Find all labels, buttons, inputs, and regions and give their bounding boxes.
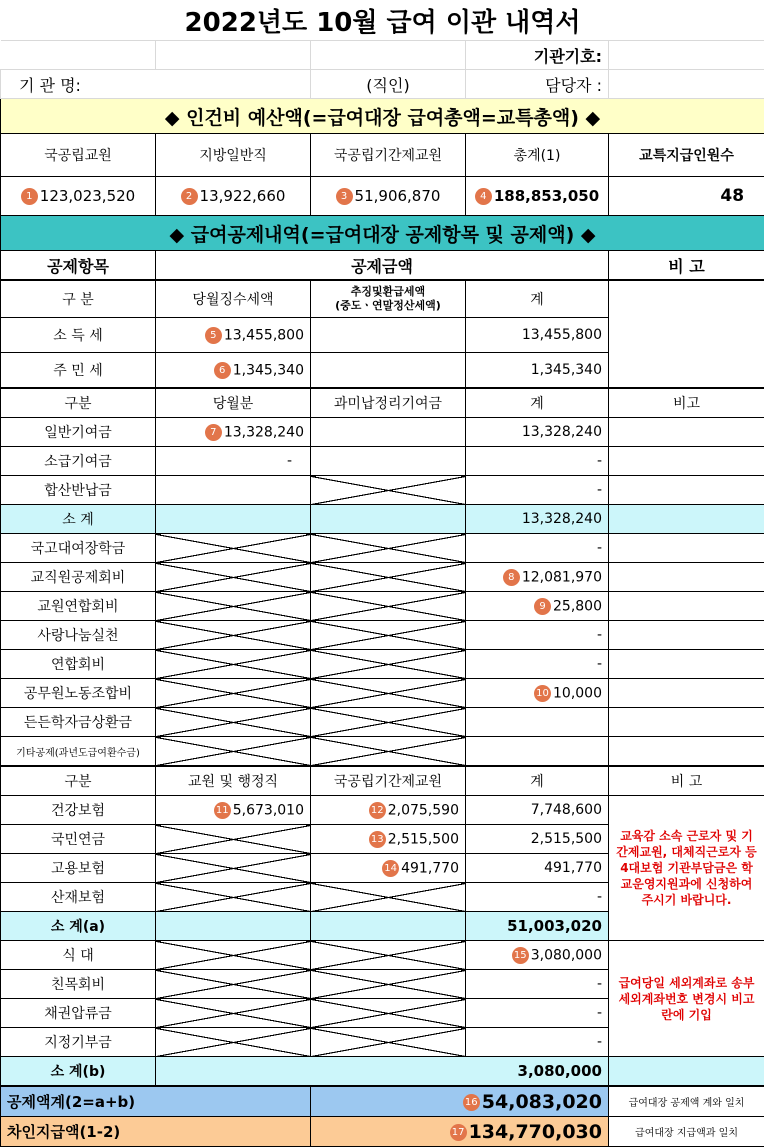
deduction-item-header: 공제항목 <box>1 251 156 281</box>
institution-code-field[interactable] <box>609 41 764 70</box>
tax-row-adjust <box>311 353 466 389</box>
misc-row-sum: - <box>466 970 609 999</box>
insurance-row-contract: 14 491,770 <box>311 854 466 883</box>
etc-row-sum: - <box>466 650 609 679</box>
misc-row-sum: - <box>466 1028 609 1057</box>
etc-row-note[interactable] <box>609 708 764 737</box>
etc-row-name: 든든학자금상환금 <box>1 708 156 737</box>
insurance-note: 교육감 소속 근로자 및 기간제교원, 대체직근로자 등 4대보험 기관부담금은 학교운영지원과에 신청하여 주시기 바랍니다. <box>609 796 764 941</box>
deduction-banner: ◆ 급여공제내역(=급여대장 공제항목 및 공제액) ◆ <box>1 216 764 251</box>
marker-badge: 11 <box>214 802 231 819</box>
marker-badge: 10 <box>534 685 551 702</box>
pension-header-sum: 계 <box>466 388 609 418</box>
marker-badge: 12 <box>369 802 386 819</box>
misc-row-name: 지정기부금 <box>1 1028 156 1057</box>
pension-row-over <box>311 418 466 447</box>
insurance-subtotal-value: 51,003,020 <box>466 912 609 941</box>
crossed-cell <box>156 883 311 912</box>
etc-row-name: 기타공제(과년도급여환수금) <box>1 737 156 767</box>
crossed-cell <box>311 563 466 592</box>
tax-header-sum: 계 <box>466 280 609 318</box>
misc-subtotal-label: 소 계(b) <box>1 1057 156 1087</box>
crossed-cell <box>156 1028 311 1057</box>
pension-row-name: 소급기여금 <box>1 447 156 476</box>
budget-header-local: 지방일반직 <box>156 134 311 177</box>
insurance-row-name: 국민연금 <box>1 825 156 854</box>
marker-badge: 1 <box>21 188 38 205</box>
pension-row-month <box>156 476 311 505</box>
crossed-cell <box>156 854 311 883</box>
misc-row-name: 식 대 <box>1 941 156 970</box>
pension-subtotal-value: 13,328,240 <box>466 505 609 534</box>
etc-row-note[interactable] <box>609 621 764 650</box>
misc-row-name: 채권압류금 <box>1 999 156 1028</box>
insurance-row-sum: 2,515,500 <box>466 825 609 854</box>
pension-header-div: 구분 <box>1 388 156 418</box>
tax-row-sum: 13,455,800 <box>466 318 609 353</box>
pension-header-over: 과미납정리기여금 <box>311 388 466 418</box>
budget-header-headcount: 교특지급인원수 <box>609 134 764 177</box>
crossed-cell <box>156 737 311 767</box>
crossed-cell <box>156 999 311 1028</box>
deduction-amount-header: 공제금액 <box>156 251 609 281</box>
crossed-cell <box>311 737 466 767</box>
insurance-row-sum: 491,770 <box>466 854 609 883</box>
etc-row-note[interactable] <box>609 737 764 767</box>
etc-row-sum: - <box>466 621 609 650</box>
crossed-cell <box>311 941 466 970</box>
marker-badge: 3 <box>336 188 353 205</box>
marker-badge: 16 <box>463 1094 480 1111</box>
budget-value-total: 4 188,853,050 <box>466 177 609 216</box>
budget-banner: ◆ 인건비 예산액(=급여대장 급여총액=교특총액) ◆ <box>1 99 764 134</box>
crossed-cell <box>311 708 466 737</box>
pension-header-month: 당월분 <box>156 388 311 418</box>
crossed-cell <box>311 476 466 505</box>
insurance-row-sum: 7,748,600 <box>466 796 609 825</box>
marker-badge: 5 <box>205 327 222 344</box>
marker-badge: 6 <box>214 362 231 379</box>
manager-label: 담당자 : <box>466 70 609 99</box>
pension-header-note: 비고 <box>609 388 764 418</box>
etc-row-sum: 10 10,000 <box>466 679 609 708</box>
crossed-cell <box>311 1028 466 1057</box>
crossed-cell <box>156 534 311 563</box>
etc-row-name: 국고대여장학금 <box>1 534 156 563</box>
insurance-row-contract: 13 2,515,500 <box>311 825 466 854</box>
etc-row-sum <box>466 708 609 737</box>
crossed-cell <box>311 650 466 679</box>
net-pay-value: 17 134,770,030 <box>311 1117 609 1147</box>
deduct-total-note: 급여대장 공제액 계와 일치 <box>609 1086 764 1117</box>
deduct-total-label: 공제액계(2=a+b) <box>1 1086 311 1117</box>
crossed-cell <box>311 999 466 1028</box>
crossed-cell <box>156 970 311 999</box>
marker-badge: 8 <box>503 569 520 586</box>
crossed-cell <box>156 650 311 679</box>
pension-row-sum: - <box>466 476 609 505</box>
insurance-header-div: 구분 <box>1 766 156 796</box>
tax-header-div: 구 분 <box>1 280 156 318</box>
crossed-cell <box>156 941 311 970</box>
etc-row-name: 교직원공제회비 <box>1 563 156 592</box>
crossed-cell <box>311 534 466 563</box>
etc-row-sum: 8 12,081,970 <box>466 563 609 592</box>
crossed-cell <box>311 883 466 912</box>
pension-row-over <box>311 447 466 476</box>
net-pay-note: 급여대장 지급액과 일치 <box>609 1117 764 1147</box>
tax-row-month: 6 1,345,340 <box>156 353 311 389</box>
marker-badge: 4 <box>475 188 492 205</box>
insurance-header-note: 비 고 <box>609 766 764 796</box>
marker-badge: 17 <box>450 1124 467 1141</box>
marker-badge: 9 <box>534 598 551 615</box>
budget-header-contract: 국공립기간제교원 <box>311 134 466 177</box>
budget-value-local: 2 13,922,660 <box>156 177 311 216</box>
insurance-row-contract: 12 2,075,590 <box>311 796 466 825</box>
crossed-cell <box>156 708 311 737</box>
crossed-cell <box>311 970 466 999</box>
insurance-header-sum: 계 <box>466 766 609 796</box>
marker-badge: 14 <box>382 860 399 877</box>
tax-header-month: 당월징수세액 <box>156 280 311 318</box>
page-title: 2022년도 10월 급여 이관 내역서 <box>1 0 764 41</box>
budget-header-teacher: 국공립교원 <box>1 134 156 177</box>
etc-row-name: 공무원노동조합비 <box>1 679 156 708</box>
pension-subtotal-label: 소 계 <box>1 505 156 534</box>
tax-row-name: 소 득 세 <box>1 318 156 353</box>
tax-note-cell[interactable] <box>609 280 764 388</box>
insurance-header-contract: 국공립기간제교원 <box>311 766 466 796</box>
etc-row-note[interactable] <box>609 679 764 708</box>
pension-row-month: 7 13,328,240 <box>156 418 311 447</box>
etc-row-name: 교원연합회비 <box>1 592 156 621</box>
crossed-cell <box>156 563 311 592</box>
crossed-cell <box>156 621 311 650</box>
tax-row-month: 5 13,455,800 <box>156 318 311 353</box>
tax-row-adjust <box>311 318 466 353</box>
insurance-row-name: 고용보험 <box>1 854 156 883</box>
etc-row-sum <box>466 737 609 767</box>
budget-value-contract: 3 51,906,870 <box>311 177 466 216</box>
insurance-subtotal-label: 소 계(a) <box>1 912 156 941</box>
institution-name-label: 기 관 명: <box>1 70 311 99</box>
misc-row-sum: 15 3,080,000 <box>466 941 609 970</box>
pension-row-name: 합산반납금 <box>1 476 156 505</box>
misc-note: 급여당일 세외계좌로 송부 세외계좌번호 변경시 비고란에 기입 <box>609 941 764 1057</box>
budget-value-teacher: 1 123,023,520 <box>1 177 156 216</box>
deduction-note-header: 비 고 <box>609 251 764 281</box>
insurance-row-sum: - <box>466 883 609 912</box>
deduct-total-value: 16 54,083,020 <box>311 1086 609 1117</box>
etc-row-note[interactable] <box>609 534 764 563</box>
misc-subtotal-value: 3,080,000 <box>156 1057 609 1087</box>
pension-row-name: 일반기여금 <box>1 418 156 447</box>
tax-row-name: 주 민 세 <box>1 353 156 389</box>
misc-row-sum: - <box>466 999 609 1028</box>
etc-row-name: 연합회비 <box>1 650 156 679</box>
marker-badge: 15 <box>512 947 529 964</box>
etc-row-note[interactable] <box>609 592 764 621</box>
seal-label: (직인) <box>311 70 466 99</box>
crossed-cell <box>156 592 311 621</box>
budget-header-total: 총계(1) <box>466 134 609 177</box>
insurance-row-name: 산재보험 <box>1 883 156 912</box>
misc-row-name: 친목회비 <box>1 970 156 999</box>
insurance-row-name: 건강보험 <box>1 796 156 825</box>
etc-row-note[interactable] <box>609 563 764 592</box>
marker-badge: 7 <box>205 424 222 441</box>
institution-code-label: 기관기호: <box>466 41 609 70</box>
etc-row-sum: 9 25,800 <box>466 592 609 621</box>
net-pay-label: 차인지급액(1-2) <box>1 1117 311 1147</box>
crossed-cell <box>156 679 311 708</box>
pension-row-note[interactable] <box>609 418 764 447</box>
crossed-cell <box>311 592 466 621</box>
etc-row-sum: - <box>466 534 609 563</box>
etc-row-name: 사랑나눔실천 <box>1 621 156 650</box>
crossed-cell <box>311 621 466 650</box>
tax-header-adjust: 추징및환급세액 (중도ㆍ연말정산세액) <box>311 280 466 318</box>
insurance-header-staff: 교원 및 행정직 <box>156 766 311 796</box>
pension-row-sum: 13,328,240 <box>466 418 609 447</box>
crossed-cell <box>311 679 466 708</box>
etc-row-note[interactable] <box>609 650 764 679</box>
crossed-cell <box>156 825 311 854</box>
pension-row-sum: - <box>466 447 609 476</box>
insurance-row-staff: 11 5,673,010 <box>156 796 311 825</box>
pension-row-month: - <box>156 447 311 476</box>
pension-row-note[interactable] <box>609 476 764 505</box>
tax-row-sum: 1,345,340 <box>466 353 609 389</box>
marker-badge: 13 <box>369 831 386 848</box>
pension-row-note[interactable] <box>609 447 764 476</box>
marker-badge: 2 <box>181 188 198 205</box>
budget-value-headcount: 48 <box>609 177 764 216</box>
manager-field[interactable] <box>609 70 764 99</box>
